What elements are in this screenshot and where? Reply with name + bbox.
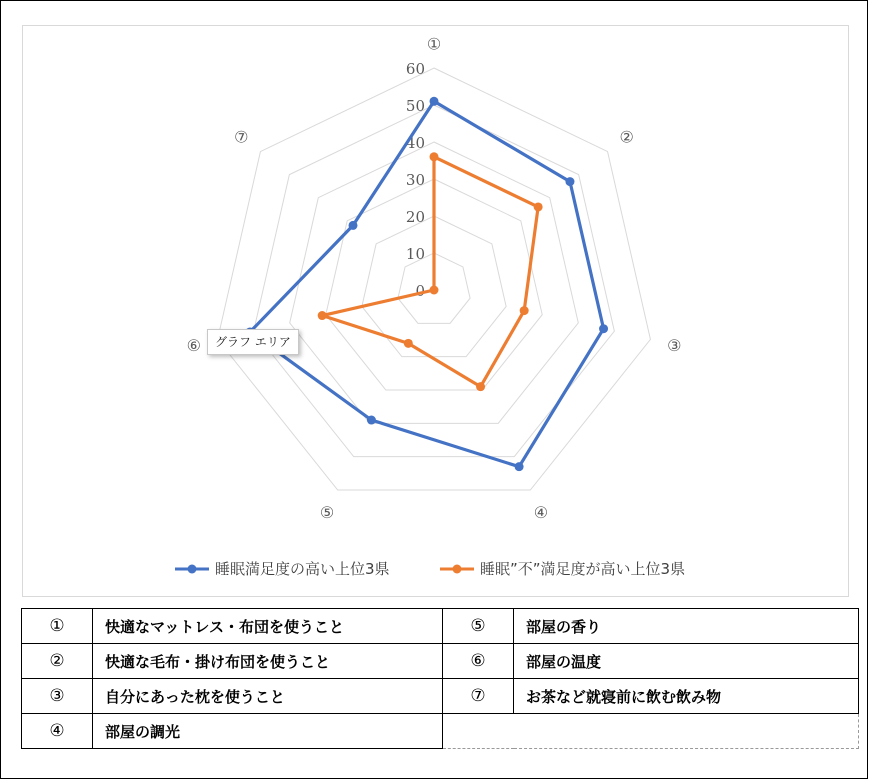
table-row: [22, 714, 859, 749]
radial-tick-label: 50: [405, 97, 425, 115]
category-label: 部屋の調光: [93, 714, 443, 749]
radial-tick-label: 20: [405, 208, 425, 226]
category-number: ⑥: [443, 644, 514, 679]
category-number: ①: [22, 609, 93, 644]
table-row: [22, 609, 859, 644]
category-label: 部屋の温度: [514, 644, 859, 679]
chart-area[interactable]: [22, 25, 849, 597]
category-label: 部屋の香り: [514, 609, 859, 644]
data-point: [430, 152, 439, 161]
category-label: お茶など就寝前に飲む飲み物: [514, 679, 859, 714]
data-point: [515, 462, 524, 471]
category-number: ②: [22, 644, 93, 679]
data-point: [476, 382, 485, 391]
radial-tick-label: 40: [405, 134, 425, 152]
radar-chart: [23, 26, 848, 596]
data-point: [367, 416, 376, 425]
radial-tick-label: 30: [405, 171, 425, 189]
category-number: ⑦: [443, 679, 514, 714]
category-axis-label: ⑤: [319, 503, 335, 523]
data-point: [404, 339, 413, 348]
category-axis-label: ①: [426, 34, 442, 54]
category-number: ④: [22, 714, 93, 749]
category-number: ③: [22, 679, 93, 714]
series-line: [322, 157, 538, 387]
radial-tick-label: 10: [405, 245, 425, 263]
data-point: [534, 202, 543, 211]
data-point: [599, 324, 608, 333]
legend-label: 睡眠”不”満足度が高い上位3県: [480, 560, 686, 578]
data-point: [565, 177, 574, 186]
data-point: [349, 221, 358, 230]
chart-area-tooltip: グラフ エリア: [207, 329, 299, 355]
category-axis-label: ⑦: [234, 127, 249, 147]
empty-cell: [443, 714, 859, 749]
data-point: [430, 286, 439, 295]
category-axis-label: ③: [667, 335, 682, 355]
category-axis-label: ⑥: [186, 335, 201, 355]
table-row: [22, 679, 859, 714]
data-point: [520, 306, 529, 315]
category-axis-label: ④: [533, 503, 549, 523]
data-point: [430, 97, 439, 106]
radial-tick-label: 60: [405, 60, 425, 78]
category-axis-label: ②: [619, 127, 634, 147]
category-number: ⑤: [443, 609, 514, 644]
category-label: 快適なマットレス・布団を使うこと: [93, 609, 443, 644]
legend-marker: [188, 565, 197, 574]
table-row: [22, 644, 859, 679]
category-legend-table: [21, 608, 859, 749]
category-label: 自分にあった枕を使うこと: [93, 679, 443, 714]
category-label: 快適な毛布・掛け布団を使うこと: [93, 644, 443, 679]
legend-marker: [453, 565, 462, 574]
legend-label: 睡眠満足度の高い上位3県: [215, 560, 390, 578]
data-point: [318, 311, 327, 320]
radial-tick-label: 0: [415, 282, 425, 300]
